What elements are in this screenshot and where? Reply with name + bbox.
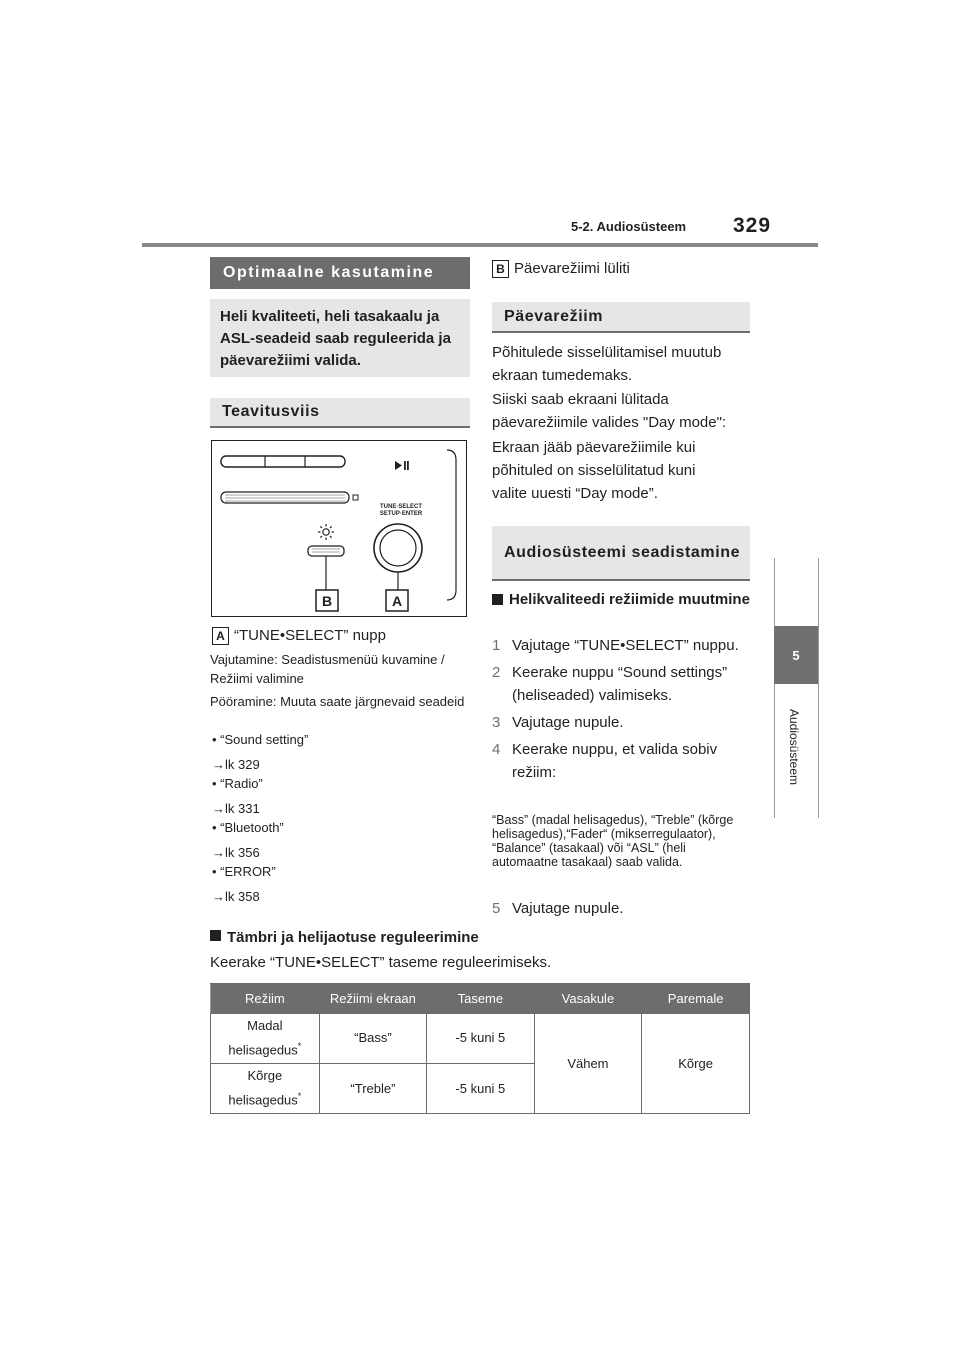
step: 2 Keerake nuppu “Sound settings” (heliseaded) valimiseks. xyxy=(492,664,728,704)
list-item: • “Sound setting” xyxy=(212,732,309,747)
callout-b: B xyxy=(321,593,333,609)
audio-panel-illustration xyxy=(211,440,467,617)
square-bullet-icon xyxy=(210,930,221,941)
tone-text: Keerake “TUNE•SELECT” taseme reguleerimiseks. xyxy=(210,954,552,971)
table-cell: Kõrge helisagedus* xyxy=(211,1064,320,1114)
square-bullet-icon xyxy=(492,594,503,605)
step: 1 Vajutage “TUNE•SELECT” nuppu. xyxy=(492,637,739,654)
audio-setup-heading: Audiosüsteemi seadistamine xyxy=(492,526,750,581)
day-paragraph-1: Põhitulede sisselülitamisel muutub ekraan tumedemaks. xyxy=(492,344,722,384)
list-ref[interactable]: →lk 358 xyxy=(212,889,260,904)
list-ref[interactable]: →lk 356 xyxy=(212,845,260,860)
section-title: 5-2. Audiosüsteem xyxy=(571,219,687,234)
day-paragraph-3: Ekraan jääb päevarežiimile kui põhituled on sisselülitatud kuni valite uuesti “Day mode”. xyxy=(492,439,696,502)
audio-panel-figure xyxy=(211,440,467,617)
callout-a: A xyxy=(391,593,403,609)
usage-infobox: Heli kvaliteeti, heli tasakaalu ja ASL-seadeid saab reguleerida ja päevarežiimi valida. xyxy=(210,299,470,377)
item-a-text: “TUNE•SELECT” nupp xyxy=(234,627,386,644)
tab-border-left xyxy=(774,558,775,818)
usage-heading: Optimaalne kasutamine xyxy=(210,257,470,289)
table-header: Taseme xyxy=(427,984,534,1014)
list-ref[interactable]: →lk 331 xyxy=(212,801,260,816)
day-paragraph-2: Siiski saab ekraani lülitada päevarežiimile valides "Day mode": xyxy=(492,391,727,431)
step: 3 Vajutage nupule. xyxy=(492,714,624,731)
settings-list xyxy=(212,730,472,906)
table-header: Vasakule xyxy=(534,984,642,1014)
table-cell: Kõrge xyxy=(642,1014,750,1114)
table-cell: “Treble” xyxy=(319,1064,426,1114)
list-ref[interactable]: →lk 329 xyxy=(212,757,260,772)
item-b-text: Päevarežiimi lüliti xyxy=(514,260,630,277)
tone-heading: Tämbri ja helijaotuse reguleerimine xyxy=(210,926,750,949)
day-mode-button xyxy=(308,546,344,556)
page-number: 329 xyxy=(733,214,772,237)
table-header: Paremale xyxy=(642,984,750,1014)
table-header-row xyxy=(211,984,750,1014)
table-cell: -5 kuni 5 xyxy=(427,1064,534,1114)
rotate-text: Pööramine: Muuta saate järgnevaid seadeid xyxy=(210,694,465,709)
sub-heading: Helikvaliteedi režiimide muutmine xyxy=(492,588,754,611)
notify-heading: Teavitusviis xyxy=(210,398,470,428)
marker-a: A xyxy=(212,627,229,645)
list-item: • “Radio” xyxy=(212,776,263,791)
list-item: • “Bluetooth” xyxy=(212,820,284,835)
press-text: Vajutamine: Seadistusmenüü kuvamine / Režiimi valimine xyxy=(210,652,445,686)
day-mode-heading: Päevarežiim xyxy=(492,302,750,333)
table-row xyxy=(211,1014,750,1064)
table-header: Režiim xyxy=(211,984,320,1014)
table-cell: -5 kuni 5 xyxy=(427,1014,534,1064)
step: 5 Vajutage nupule. xyxy=(492,900,624,917)
chapter-tab: 5 xyxy=(774,626,818,684)
step: 4 Keerake nuppu, et valida sobiv režiim: xyxy=(492,741,718,781)
steps-list xyxy=(492,634,754,784)
table-cell: Madal helisagedus* xyxy=(211,1014,320,1064)
tone-table xyxy=(210,983,750,1114)
item-b-line xyxy=(492,257,752,280)
knob-caption: TUNE·SELECT SETUP·ENTER xyxy=(379,504,423,517)
item-a-line xyxy=(212,624,472,647)
modes-note: “Bass” (madal helisagedus), “Treble” (kõrge helisagedus),“Fader“ (mikserregulaator), “Balance” (tasakaal) või “ASL” (heli automaatne tasakaal) saab valida. xyxy=(492,813,734,869)
table-cell: “Bass” xyxy=(319,1014,426,1064)
list-item: • “ERROR” xyxy=(212,864,276,879)
tab-border-right xyxy=(818,558,819,818)
chapter-tab-label: Audiosüsteem xyxy=(787,708,801,786)
marker-b: B xyxy=(492,260,509,278)
table-cell: Vähem xyxy=(534,1014,642,1114)
table-header: Režiimi ekraan xyxy=(319,984,426,1014)
header-rule xyxy=(142,243,818,247)
